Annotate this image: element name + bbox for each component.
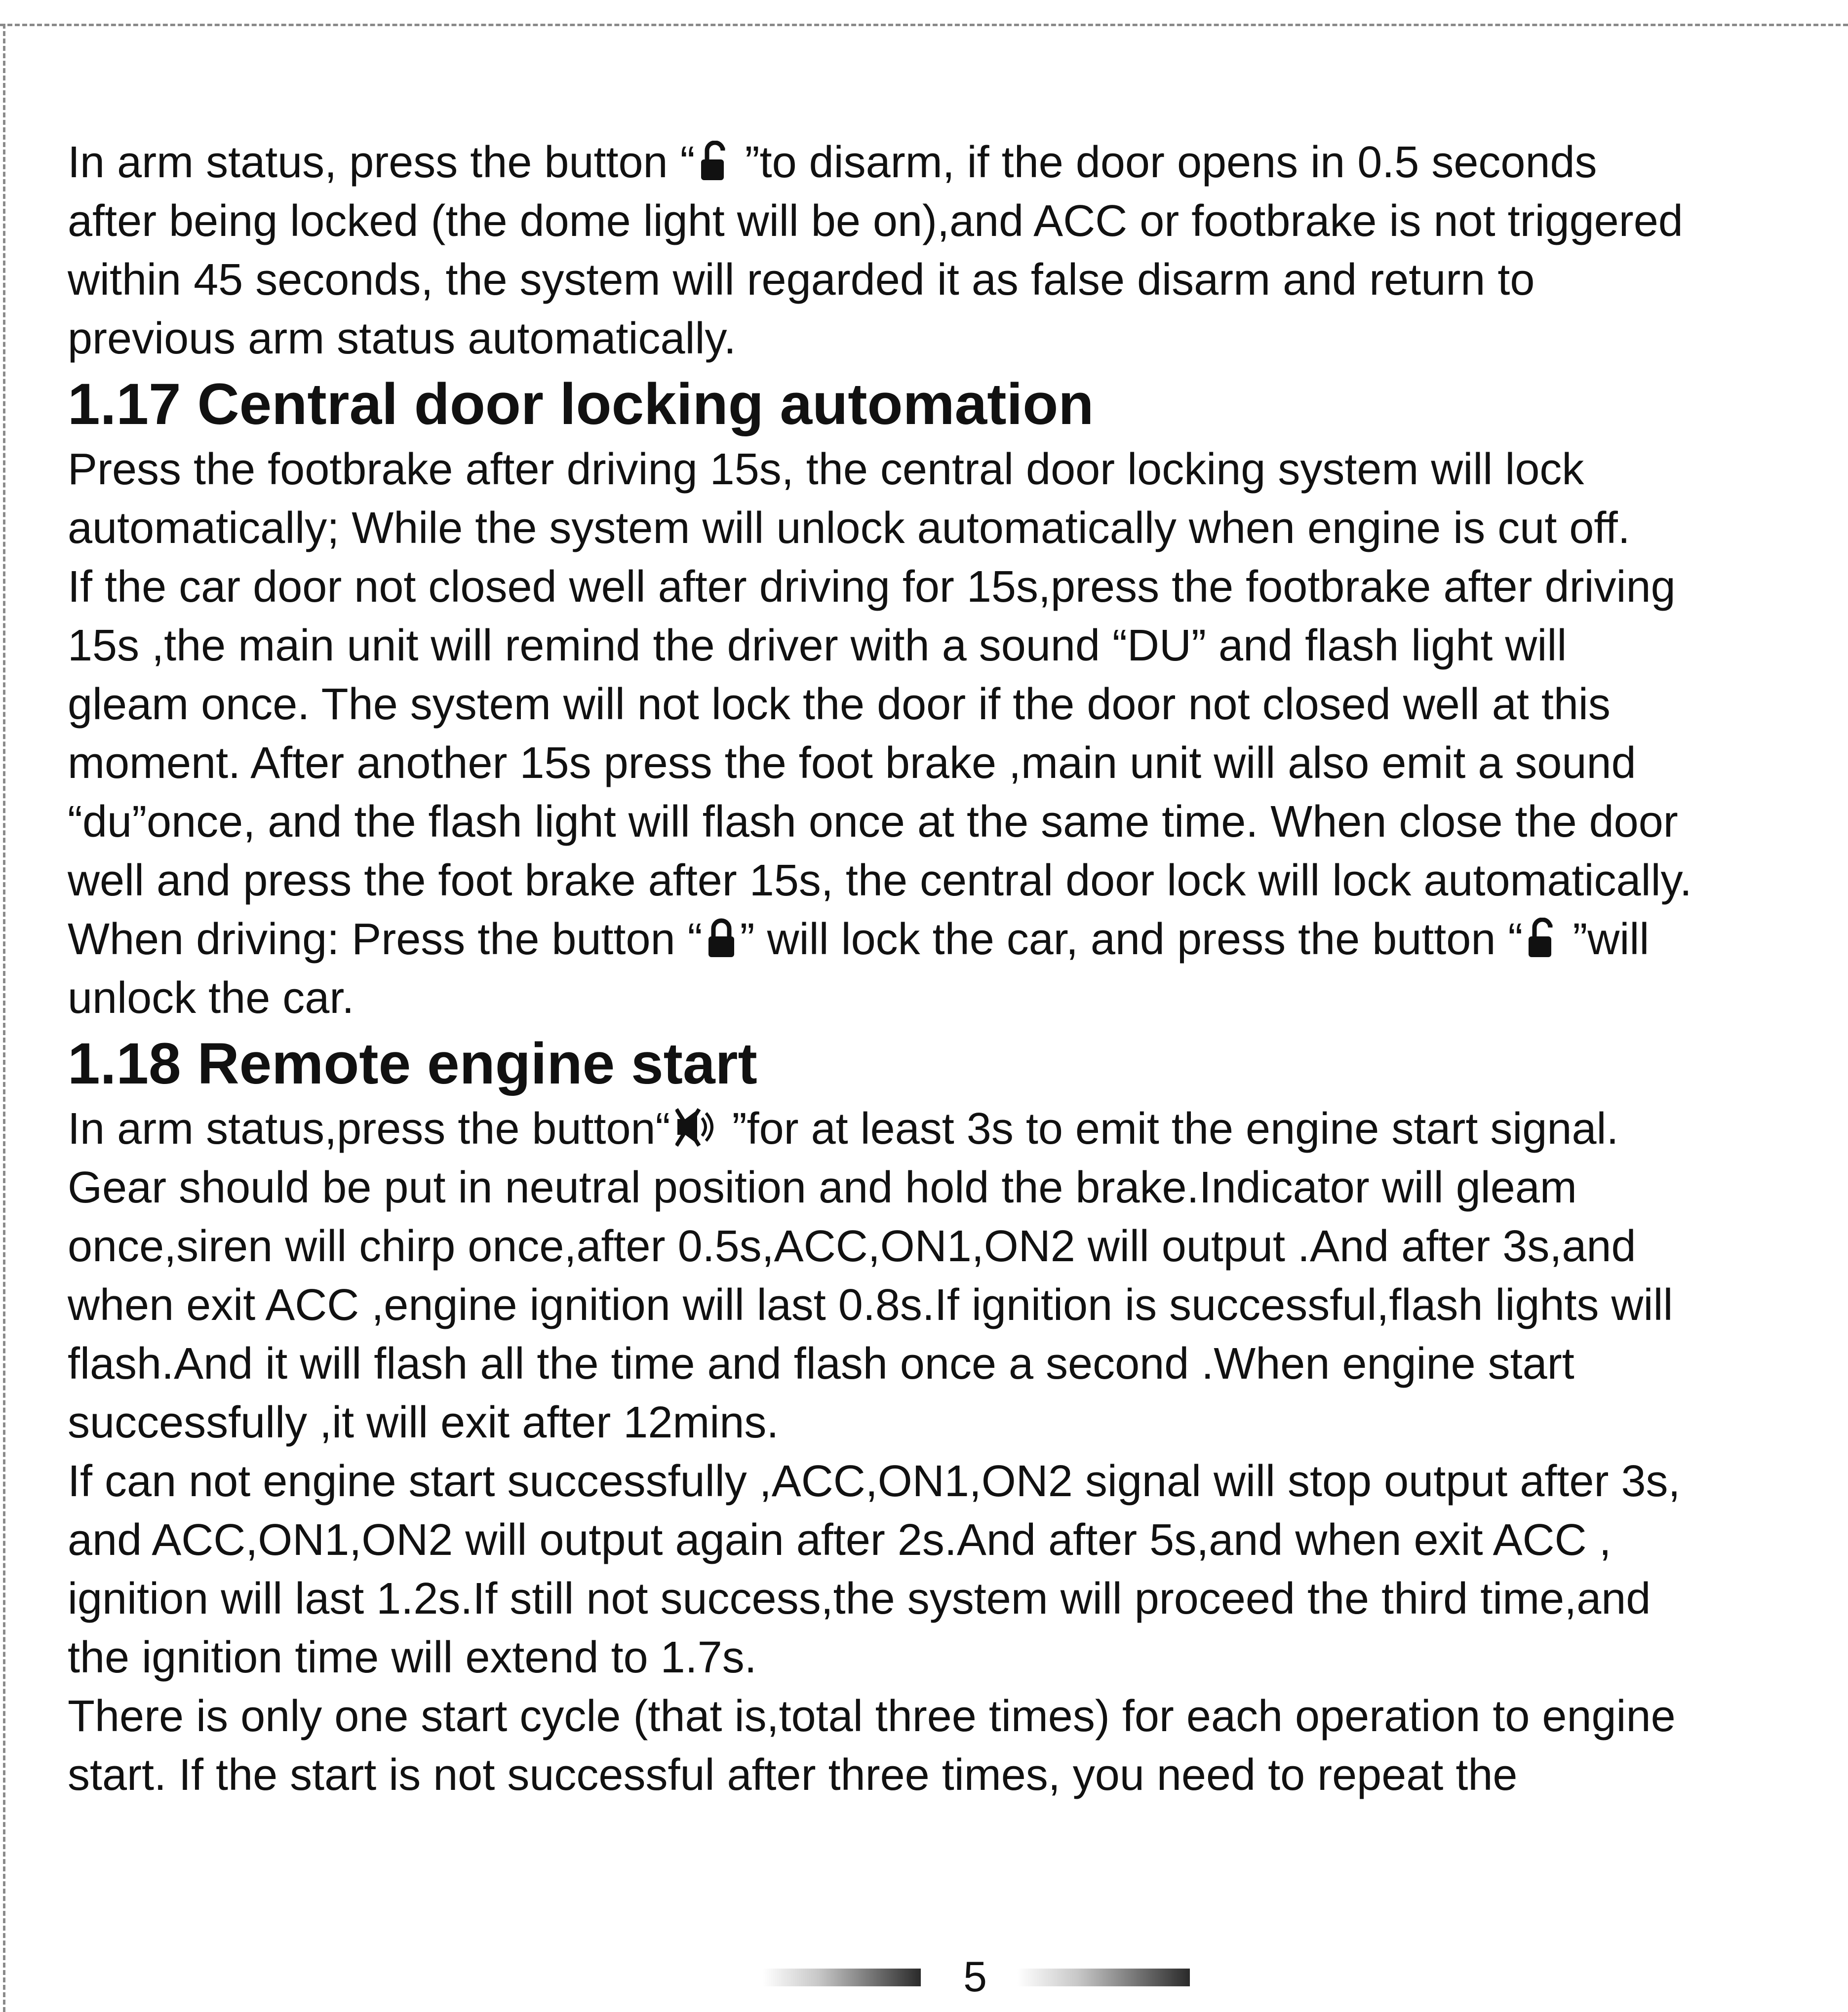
paragraph-line: automatically; While the system will unlock automatically when engine is cut off. [68, 503, 1630, 553]
text-run: In arm status,press the button“ [68, 1104, 670, 1154]
paragraph-line: “du”once, and the flash light will flash once at the same time. When close the door [68, 797, 1678, 847]
mute-speaker-icon [675, 1106, 715, 1148]
page-footer [0, 1955, 1848, 1999]
footer-gradient-bar-right [1017, 1969, 1190, 1986]
page-number: 5 [963, 1953, 987, 2001]
page-body [68, 133, 1825, 1805]
paragraph-line: when exit ACC ,engine ignition will last 0.8s.If ignition is successful,flash lights will [68, 1280, 1673, 1330]
footer-gradient-bar-left [763, 1969, 921, 1986]
paragraph-line: and ACC,ON1,ON2 will output again after 2s.And after 5s,and when exit ACC , [68, 1515, 1612, 1565]
section-heading-1-17: 1.17 Central door locking automation [68, 372, 1094, 437]
paragraph-line: start. If the start is not successful after three times, you need to repeat the [68, 1750, 1518, 1800]
paragraph-line: after being locked (the dome light will be on),and ACC or footbrake is not triggered [68, 196, 1683, 246]
text-run: ”for at least 3s to emit the engine start signal. [719, 1104, 1619, 1154]
padlock-open-icon [700, 141, 728, 181]
paragraph-line: There is only one start cycle (that is,total three times) for each operation to engine [68, 1692, 1676, 1741]
paragraph-line: If can not engine start successfully ,ACC,ON1,ON2 signal will stop output after 3s, [68, 1457, 1681, 1506]
paragraph-line: previous arm status automatically. [68, 314, 736, 363]
paragraph-line: unlock the car. [68, 973, 354, 1023]
cut-line-left [3, 24, 5, 2012]
paragraph-line: Press the footbrake after driving 15s, the central door locking system will lock [68, 445, 1584, 494]
paragraph-line [68, 910, 1825, 969]
paragraph-line: moment. After another 15s press the foot brake ,main unit will also emit a sound [68, 738, 1636, 788]
paragraph-line: once,siren will chirp once,after 0.5s,ACC,ON1,ON2 will output .And after 3s,and [68, 1222, 1636, 1271]
paragraph-line: flash.And it will flash all the time and flash once a second .When engine start [68, 1339, 1574, 1389]
cut-line-top [0, 24, 1848, 26]
paragraph-line: within 45 seconds, the system will regarded it as false disarm and return to [68, 255, 1535, 305]
paragraph-line: ignition will last 1.2s.If still not success,the system will proceed the third time,and [68, 1574, 1651, 1624]
text-run: ”will [1560, 915, 1650, 964]
padlock-open-icon [1528, 918, 1555, 958]
paragraph-line [68, 1100, 1825, 1159]
text-run: In arm status, press the button “ [68, 138, 695, 187]
text-run: ”to disarm, if the door opens in 0.5 seconds [732, 138, 1597, 187]
paragraph-line: the ignition time will extend to 1.7s. [68, 1633, 757, 1682]
paragraph-line: well and press the foot brake after 15s, the central door lock will lock automatically. [68, 856, 1692, 905]
paragraph-line: If the car door not closed well after driving for 15s,press the footbrake after driving [68, 562, 1676, 612]
paragraph-line: 15s ,the main unit will remind the driver with a sound “DU” and flash light will [68, 621, 1567, 670]
paragraph-line [68, 133, 1825, 192]
section-heading-1-18: 1.18 Remote engine start [68, 1031, 757, 1096]
padlock-closed-icon [708, 918, 735, 958]
text-run: ” will lock the car, and press the button “ [740, 915, 1523, 964]
paragraph-line: gleam once. The system will not lock the door if the door not closed well at this [68, 680, 1611, 729]
text-run: When driving: Press the button “ [68, 915, 703, 964]
paragraph-line: Gear should be put in neutral position and hold the brake.Indicator will gleam [68, 1163, 1577, 1212]
paragraph-line: successfully ,it will exit after 12mins. [68, 1398, 779, 1447]
